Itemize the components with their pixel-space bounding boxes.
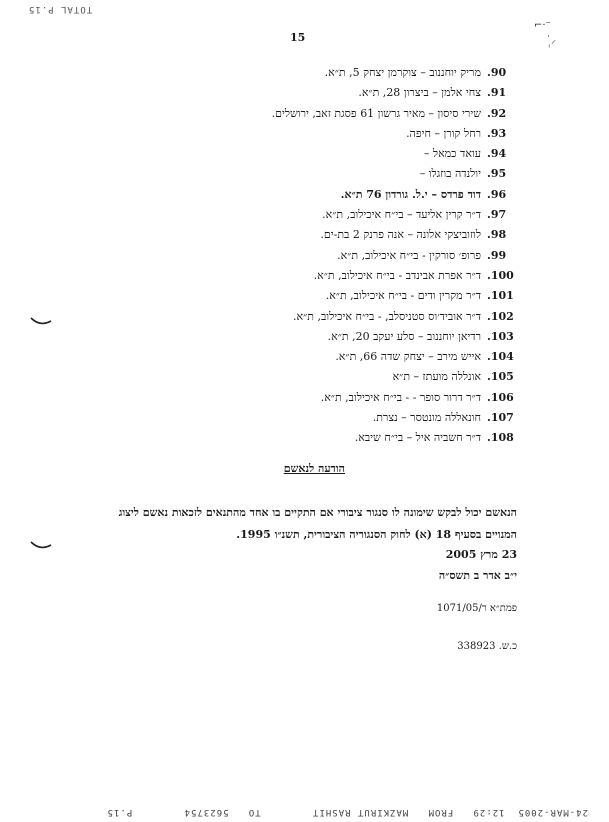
- notice-title: הודעה לנאשם: [283, 462, 345, 475]
- ks-reference: כ.ש. 338923: [457, 641, 517, 652]
- item-text: ד״ר אפרת אבינדב - בי״ח איכילוב, ת״א.: [313, 268, 481, 282]
- item-number: .95: [487, 167, 507, 181]
- item-number: .97: [487, 208, 507, 222]
- list-item: [0, 144, 609, 164]
- item-text: מריק יוחננוב – צוקרמן יצחק 5, ת״א.: [324, 66, 481, 79]
- item-text: ד״ר קרין אליעד – בי״ח איכילוב, ת״א.: [322, 208, 481, 222]
- corner-scribble-mark: ˙⸝: [546, 35, 556, 46]
- item-number: .104: [487, 350, 514, 364]
- item-text: חונאללה מונטסר – נצרת.: [372, 411, 481, 425]
- file-reference: פמת״א ר/1071/05: [436, 603, 517, 614]
- witness-list: [0, 63, 609, 449]
- list-item: [0, 185, 609, 205]
- list-item: [0, 408, 609, 428]
- item-text: לוזוביצקי אלונה – אנה פרנק 2 בת-ים.: [320, 228, 481, 242]
- fax-header-top: TOTAL P.15: [28, 4, 93, 14]
- item-number: .90: [487, 66, 507, 79]
- item-text: ד״ר דרור סופר - - בי״ח איכילוב, ת״א.: [320, 390, 481, 404]
- item-number: .107: [487, 411, 514, 425]
- binder-hole-mark: [30, 540, 52, 552]
- list-item: [0, 164, 609, 184]
- list-item: [0, 225, 609, 245]
- list-item: [0, 104, 609, 124]
- item-text: פרופ׳ סורקין - בי״ח איכילוב, ת״א.: [337, 248, 481, 262]
- item-text: צחי אלמן – ביצרון 28, ת״א.: [358, 86, 481, 100]
- item-number: .94: [487, 147, 507, 161]
- item-text: אונללה מועתז – ת״א: [392, 370, 481, 384]
- binder-hole-mark: [30, 316, 52, 328]
- item-number: .106: [487, 390, 514, 404]
- item-number: .105: [487, 370, 514, 384]
- item-number: .98: [487, 228, 507, 242]
- item-text: יולנדה בוזגלו –: [419, 167, 481, 181]
- item-number: .99: [487, 248, 507, 262]
- list-item: [0, 83, 609, 103]
- page-number: 15: [290, 31, 306, 44]
- item-text: שירי סיסון – מאיר גרשון 61 פסגת זאב, ירושלים.: [271, 106, 481, 120]
- item-text: רדיאן יוחננוב – סלע יעקב 20, ת״א.: [327, 329, 481, 343]
- item-text: ד״ר חשביה איל – בי״ח שיבא.: [354, 431, 481, 445]
- list-item: [0, 347, 609, 367]
- item-text: ד״ר אוביד׳וס סטניסלב, - בי״ח איכילוב, ת״א.: [293, 309, 481, 323]
- item-number: .108: [487, 431, 514, 445]
- list-item: [0, 327, 609, 347]
- item-number: .100: [487, 268, 514, 282]
- item-number: .102: [487, 309, 514, 323]
- list-item: [0, 388, 609, 408]
- item-text: דוד פרדס – י.ל. גורדון 76 ת״א.: [340, 187, 481, 201]
- list-item: [0, 124, 609, 144]
- item-text: ד״ר מקרין ודים - בי״ח איכילוב, ת״א.: [325, 289, 481, 303]
- item-number: .91: [487, 86, 507, 100]
- item-number: .96: [487, 187, 507, 201]
- list-item: [0, 307, 609, 327]
- fax-footer: 24-MAR-2005 12:29 FROM MAZKIRUT RASHIT TO 5623754 P.15: [106, 807, 588, 817]
- list-item: [0, 286, 609, 306]
- item-number: .93: [487, 126, 507, 140]
- item-number: .92: [487, 106, 507, 120]
- list-item: [0, 428, 609, 448]
- notice-body: הנאשם יכול לבקש שימונה לו סנגור ציבורי אם התקיים בו אחד מהתנאים לזכאות נאשם ליצוג המנויים בסעיף 18 (א) לחוק הסנגוריה הציבורית, תשנ״ו 1995.: [118, 506, 517, 541]
- corner-scribble-mark: ⌐·⁻: [534, 20, 551, 31]
- list-item: [0, 205, 609, 225]
- list-item: [0, 266, 609, 286]
- item-number: .101: [487, 289, 514, 303]
- date-hebrew: י״ב אדר ב תשס״ה: [438, 569, 517, 582]
- item-text: עואד כמאל –: [423, 147, 481, 161]
- list-item: [0, 367, 609, 387]
- item-text: אייש מירב – יצחק שדה 66, ת״א.: [335, 350, 481, 364]
- list-item: [0, 63, 609, 83]
- list-item: [0, 246, 609, 266]
- date-gregorian: 23 מרץ 2005: [445, 548, 517, 561]
- item-number: .103: [487, 329, 514, 343]
- corner-scribble-mark: ꜝ: [548, 44, 551, 54]
- item-text: רחל קורן – חיפה.: [406, 126, 481, 140]
